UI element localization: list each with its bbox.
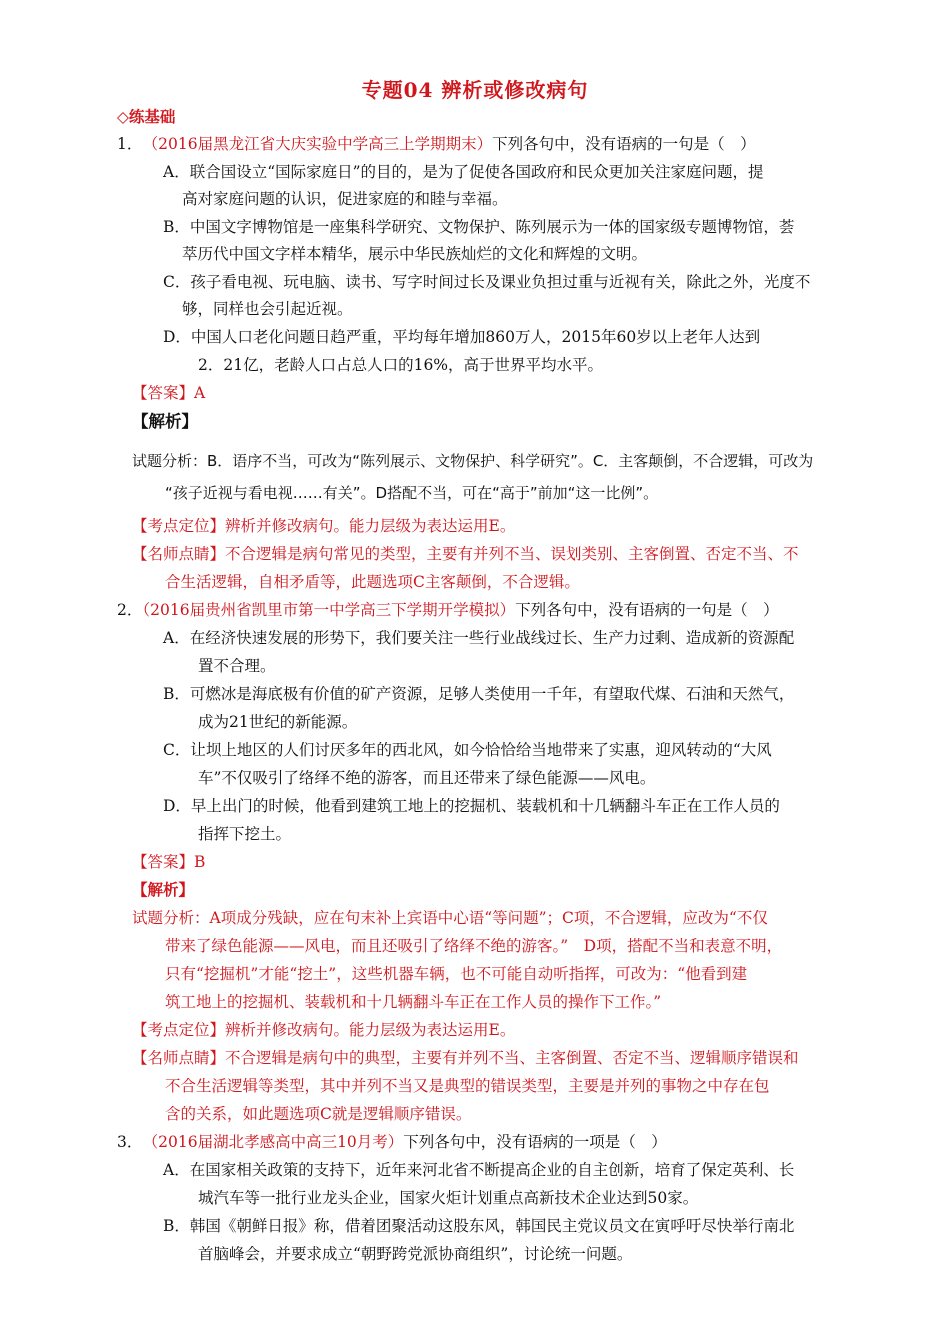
question-number: 2． (117, 601, 143, 619)
q1-option-d: D．中国人口老化问题日趋严重，平均每年增加860万人，2015年60岁以上老年人达到 (163, 328, 761, 346)
q1-option-c: C．孩子看电视、玩电脑、读书、写字时间过长及课业负担过重与近视有关，除此之外，光度不 (163, 273, 811, 291)
q2-mingshi-line-3: 含的关系，如此题选项C就是逻辑顺序错误。 (165, 1105, 472, 1123)
question-3-header (117, 1131, 667, 1153)
question-number: 3． (117, 1133, 143, 1151)
q2-analysis-line-3: 只有“挖掘机”才能“挖土”，这些机器车辆，也不可能自动听指挥，可改为：“他看到建 (165, 965, 748, 983)
q1-option-a-cont: 高对家庭问题的认识，促进家庭的和睦与幸福。 (182, 190, 508, 208)
q2-analysis-line-1: 试题分析：A项成分残缺，应在句末补上宾语中心语“等问题”；C项，不合逻辑，应改为“不仅 (132, 909, 768, 927)
q2-option-d: D．早上出门的时候，他看到建筑工地上的挖掘机、装载机和十几辆翻斗车正在工作人员的 (163, 797, 780, 815)
q2-option-b: B．可燃冰是海底极有价值的矿产资源，足够人类使用一千年，有望取代煤、石油和天然气， (163, 685, 795, 703)
q1-option-b: B．中国文字博物馆是一座集科学研究、文物保护、陈列展示为一体的国家级专题博物馆，荟 (163, 218, 795, 236)
q2-option-a-cont: 置不合理。 (198, 657, 276, 675)
question-stem: 下列各句中，没有语病的一句是（ ） (492, 135, 756, 153)
q1-mingshi-line-2: 合生活逻辑，自相矛盾等，此题选项C主客颠倒，不合逻辑。 (165, 573, 580, 591)
q3-option-a-cont: 城汽车等一批行业龙头企业，国家火炬计划重点高新技术企业达到50家。 (198, 1189, 699, 1207)
question-source: （2016届黑龙江省大庆实验中学高三上学期期末） (150, 135, 493, 153)
q2-option-c-cont: 车”不仅吸引了络绎不绝的游客，而且还带来了绿色能源——风电。 (198, 769, 656, 787)
q1-option-b-cont: 萃历代中国文字样本精华，展示中华民族灿烂的文化和辉煌的文明。 (182, 245, 648, 263)
q3-option-b: B．韩国《朝鲜日报》称，借着团聚活动这股东风，韩国民主党议员文在寅呼吁尽快举行南北 (163, 1217, 795, 1235)
page-title: 专题04 辨析或修改病句 (361, 78, 589, 102)
question-number: 1． (117, 135, 143, 153)
q3-option-a: A．在国家相关政策的支持下，近年来河北省不断提高企业的自主创新，培育了保定英利、长 (163, 1161, 795, 1179)
q2-option-d-cont: 指挥下挖土。 (198, 825, 292, 843)
question-stem: 下列各句中，没有语病的一项是（ ） (403, 1133, 667, 1151)
q1-option-d-cont: 2．21亿，老龄人口占总人口的16%，高于世界平均水平。 (198, 356, 604, 374)
q2-analysis-line-2: 带来了绿色能源——风电，而且还吸引了络绎不绝的游客。” D项，搭配不当和表意不明， (165, 937, 783, 955)
q1-analysis-label: 【解析】 (132, 412, 198, 431)
question-stem: 下列各句中，没有语病的一句是（ ） (515, 601, 779, 619)
q2-mingshi-line-1: 【名师点睛】不合逻辑是病句中的典型，主要有并列不当、主客倒置、否定不当、逻辑顺序错误和 (132, 1049, 799, 1067)
question-2-header (117, 599, 779, 621)
q1-answer: 【答案】A (132, 384, 206, 402)
q2-answer: 【答案】B (132, 853, 206, 871)
q1-mingshi-line-1: 【名师点睛】不合逻辑是病句常见的类型，主要有并列不当、误划类别、主客倒置、否定不当、不 (132, 545, 799, 563)
q2-option-b-cont: 成为21世纪的新能源。 (198, 713, 358, 731)
q2-analysis-label: 【解析】 (132, 880, 195, 899)
question-1-header (117, 133, 756, 155)
q2-option-a: A．在经济快速发展的形势下，我们要关注一些行业战线过长、生产力过剩、造成新的资源配 (163, 629, 795, 647)
section-heading: ◇练基础 (117, 107, 176, 126)
q1-analysis-line-2: “孩子近视与看电视……有关”。D搭配不当，可在“高于”前加“这一比例”。 (165, 484, 659, 502)
q2-analysis-line-4: 筑工地上的挖掘机、装载机和十几辆翻斗车正在工作人员的操作下工作。” (165, 993, 662, 1011)
q2-option-c: C．让坝上地区的人们讨厌多年的西北风，如今恰恰给当地带来了实惠，迎风转动的“大风 (163, 741, 772, 759)
q2-kaodian: 【考点定位】辨析并修改病句。能力层级为表达运用E。 (132, 1021, 516, 1039)
q3-option-b-cont: 首脑峰会，并要求成立“朝野跨党派协商组织”，讨论统一问题。 (198, 1245, 633, 1263)
q1-option-a: A．联合国设立“国际家庭日”的目的，是为了促使各国政府和民众更加关注家庭问题，提 (163, 163, 764, 181)
question-source: （2016届贵州省凯里市第一中学高三下学期开学模拟） (142, 601, 516, 619)
q1-option-c-cont: 够，同样也会引起近视。 (182, 300, 353, 318)
q1-kaodian: 【考点定位】辨析并修改病句。能力层级为表达运用E。 (132, 517, 516, 535)
q2-mingshi-line-2: 不合生活逻辑等类型，其中并列不当又是典型的错误类型，主要是并列的事物之中存在包 (165, 1077, 770, 1095)
question-source: （2016届湖北孝感高中高三10月考） (150, 1133, 404, 1151)
q1-analysis-line-1: 试题分析：B．语序不当，可改为“陈列展示、文物保护、科学研究”。C．主客颠倒，不合逻辑，可改为 (132, 452, 814, 470)
